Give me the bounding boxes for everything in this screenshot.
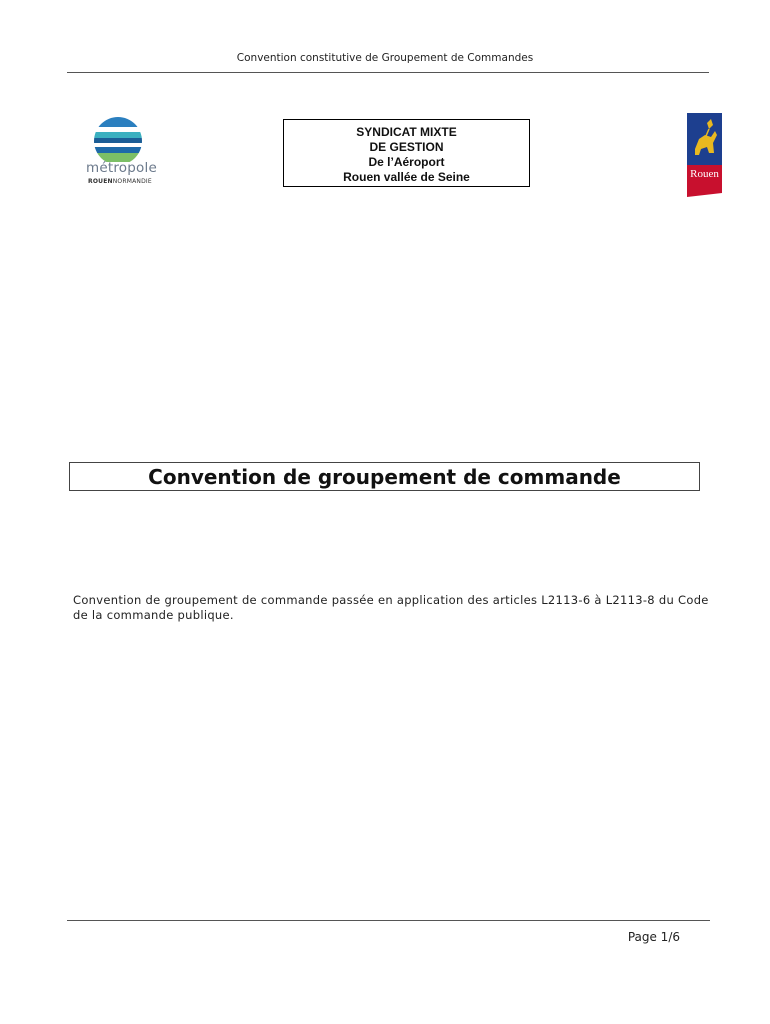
page-number: Page 1/6 <box>627 930 680 944</box>
header-rule <box>67 72 709 73</box>
rouen-logo-text: Rouen <box>690 168 719 180</box>
syndicat-line-4: Rouen vallée de Seine <box>343 170 470 184</box>
metropole-logo <box>80 117 160 192</box>
metropole-logo-text: métropole <box>86 160 157 176</box>
syndicat-line-2: DE GESTION <box>369 140 444 154</box>
syndicat-box <box>283 119 530 187</box>
rouen-logo <box>687 113 722 197</box>
footer-rule <box>67 920 710 921</box>
metropole-logo-subtext: ROUENNORMANDIE <box>88 178 152 185</box>
intro-paragraph: Convention de groupement de commande passée en application des articles L2113-6 à L2113-8 du Code de la commande publique. <box>73 593 709 622</box>
metropole-emblem-icon <box>80 117 160 162</box>
document-title: Convention de groupement de commande <box>69 462 700 491</box>
rouen-lamb-icon <box>687 113 722 197</box>
syndicat-line-1: SYNDICAT MIXTE <box>356 125 457 139</box>
syndicat-line-3: De l’Aéroport <box>368 155 445 169</box>
running-header: Convention constitutive de Groupement de Commandes <box>236 52 534 64</box>
